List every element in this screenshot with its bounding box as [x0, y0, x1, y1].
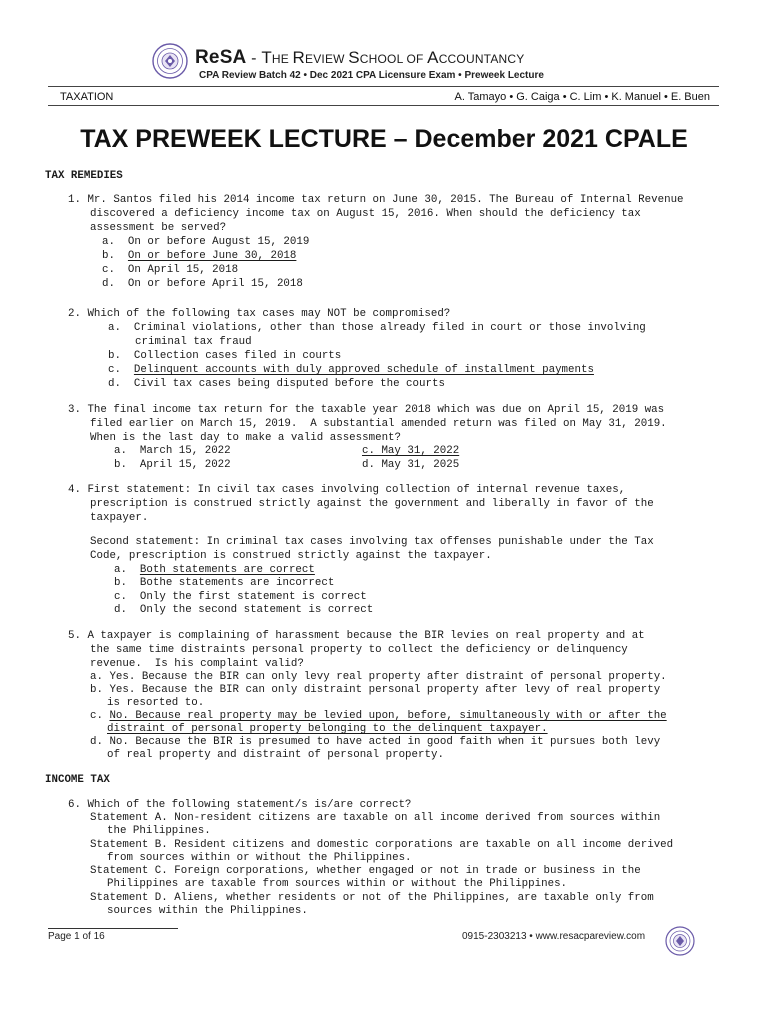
- answer-underlined: distraint of personal property belonging to the delinquent taxpayer.: [107, 723, 548, 735]
- page-number: Page 1 of 16: [48, 931, 105, 942]
- text-line: Philippines are taxable from sources within or without the Philippines.: [107, 878, 568, 890]
- text-line: criminal tax fraud: [135, 336, 252, 348]
- text-line: c. On April 15, 2018: [102, 264, 239, 276]
- text-line: 6. Which of the following statement/s is/are correct?: [68, 799, 412, 811]
- footer-contact: 0915-2303213 • www.resacpareview.com: [462, 931, 646, 942]
- section-heading: TAX REMEDIES: [45, 170, 123, 182]
- text-line: taxpayer.: [90, 512, 149, 524]
- page-title: TAX PREWEEK LECTURE – December 2021 CPALE: [80, 125, 688, 153]
- text-line: c. Only the first statement is correct: [114, 591, 367, 603]
- text-line: Statement D. Aliens, whether residents or not of the Philippines, are taxable only from: [90, 892, 654, 904]
- text-line: sources within the Philippines.: [107, 905, 308, 917]
- text-line: Statement B. Resident citizens and domestic corporations are taxable on all income derived: [90, 839, 674, 851]
- footer-logo-seal: [665, 926, 695, 956]
- answer-underlined: c. May 31, 2022: [362, 445, 460, 457]
- text-line: 2. Which of the following tax cases may NOT be compromised?: [68, 308, 451, 320]
- text-line: b. Collection cases filed in courts: [108, 350, 342, 362]
- text-line: 5. A taxpayer is complaining of harassment because the BIR levies on real property and at: [68, 630, 645, 642]
- text-line: [362, 445, 459, 458]
- text-line: c. Delinquent accounts with duly approved schedule of installment payments: [108, 364, 594, 376]
- footer-rule: [48, 928, 178, 929]
- answer-underlined: No. Because real property may be levied upon, before, simultaneously with or after the: [109, 710, 667, 722]
- text-line: d. Civil tax cases being disputed before the courts: [108, 378, 445, 390]
- text-line: d. Only the second statement is correct: [114, 604, 374, 616]
- text-line: When is the last day to make a valid assessment?: [90, 432, 402, 444]
- brand-separator: -: [246, 50, 262, 67]
- text-line: a. Both statements are correct: [114, 564, 315, 576]
- text-line: b. Bothe statements are incorrect: [114, 577, 335, 589]
- text-line: prescription is construed strictly against the government and liberally in favor of the: [90, 498, 654, 510]
- text-line: d. May 31, 2025: [362, 459, 460, 471]
- text-line: c. No. Because real property may be levied upon, before, simultaneously with or after the: [90, 710, 667, 722]
- brand-title: [195, 47, 524, 69]
- answer-underlined: Delinquent accounts with duly approved schedule of installment payments: [133, 364, 594, 376]
- subject-row: [60, 91, 710, 103]
- section-heading: INCOME TAX: [45, 774, 110, 786]
- text-line: [107, 723, 548, 736]
- resa-logo-seal: [152, 43, 188, 79]
- lecturers: A. Tamayo • G. Caiga • C. Lim • K. Manuel • E. Buen: [454, 91, 710, 103]
- text-line: 1. Mr. Santos filed his 2014 income tax return on June 30, 2015. The Bureau of Internal Revenue: [68, 194, 684, 206]
- text-line: b. Yes. Because the BIR can only distraint personal property after levy of real property: [90, 684, 661, 696]
- text-line: discovered a deficiency income tax on August 15, 2016. When should the deficiency tax: [90, 208, 641, 220]
- text-line: Statement A. Non-resident citizens are taxable on all income derived from sources within: [90, 812, 661, 824]
- text-line: a. March 15, 2022: [114, 445, 231, 457]
- answer-underlined: On or before June 30, 2018: [127, 250, 297, 262]
- text-line: 3. The final income tax return for the taxable year 2018 which was due on April 15, 2019 was: [68, 404, 665, 416]
- text-line: is resorted to.: [107, 697, 205, 709]
- text-line: filed earlier on March 15, 2019. A substantial amended return was filed on May 31, 2019.: [90, 418, 667, 430]
- text-line: b. April 15, 2022: [114, 459, 231, 471]
- header-subtitle: CPA Review Batch 42 • Dec 2021 CPA Licensure Exam • Preweek Lecture: [199, 70, 544, 81]
- text-line: the same time distraints personal property to collect the deficiency or delinquency: [90, 644, 628, 656]
- text-line: d. On or before April 15, 2018: [102, 278, 303, 290]
- text-line: revenue. Is his complaint valid?: [90, 658, 304, 670]
- text-line: of real property and distraint of personal property.: [107, 749, 444, 761]
- brand-name: THE REVIEW SCHOOL OF ACCOUNTANCY: [261, 48, 525, 67]
- text-line: Statement C. Foreign corporations, whether engaged or not in trade or business in the: [90, 865, 641, 877]
- text-line: a. On or before August 15, 2019: [102, 236, 310, 248]
- text-line: Code, prescription is construed strictly against the taxpayer.: [90, 550, 492, 562]
- header-top-rule: [48, 86, 719, 87]
- subject-label: TAXATION: [60, 91, 114, 103]
- text-line: Second statement: In criminal tax cases involving tax offenses punishable under the Tax: [90, 536, 654, 548]
- answer-underlined: Both statements are correct: [139, 564, 315, 576]
- text-line: d. No. Because the BIR is presumed to have acted in good faith when it pursues both levy: [90, 736, 661, 748]
- brand-acronym: ReSA: [195, 47, 247, 68]
- text-line: a. Criminal violations, other than those already filed in court or those involving: [108, 322, 646, 334]
- text-line: 4. First statement: In civil tax cases involving collection of internal revenue taxes,: [68, 484, 626, 496]
- text-line: the Philippines.: [107, 825, 211, 837]
- text-line: b. On or before June 30, 2018: [102, 250, 297, 262]
- header-bottom-rule: [48, 105, 719, 106]
- text-line: from sources within or without the Philippines.: [107, 852, 412, 864]
- text-line: a. Yes. Because the BIR can only levy real property after distraint of personal property.: [90, 671, 667, 683]
- text-line: assessment be served?: [90, 222, 227, 234]
